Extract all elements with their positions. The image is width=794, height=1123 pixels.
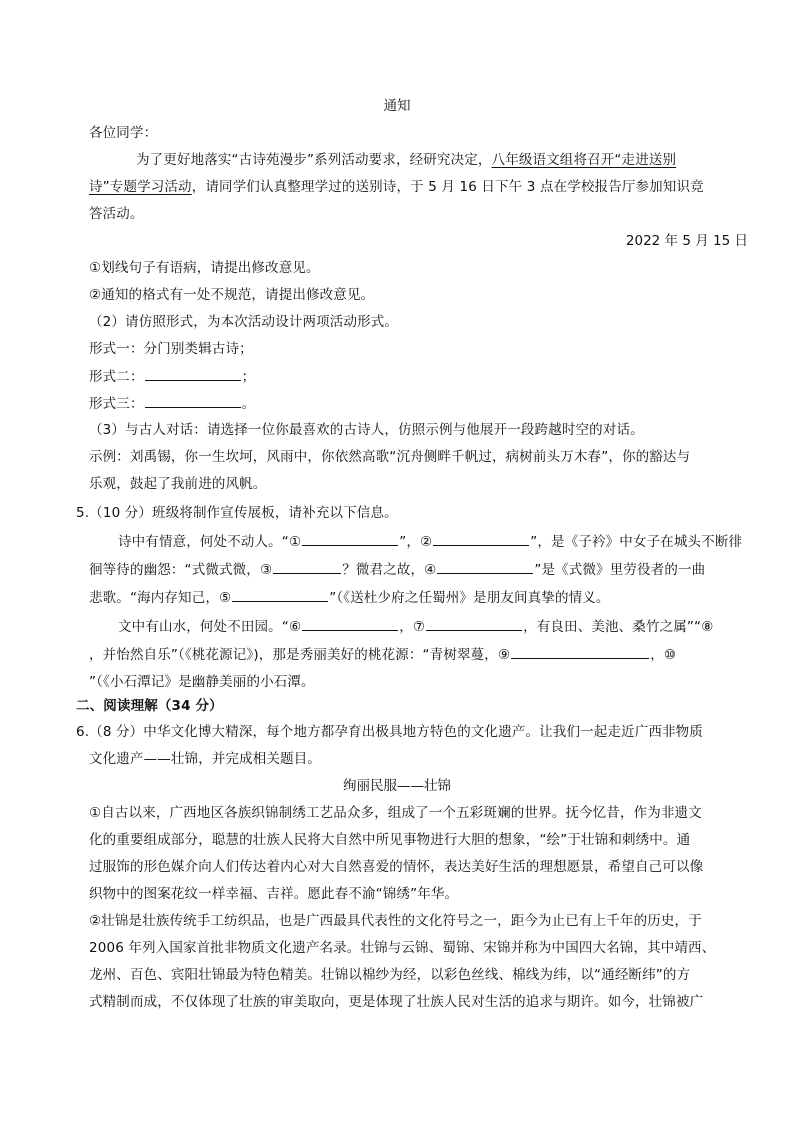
underlined-sentence: 诗”专题学习活动 bbox=[89, 179, 192, 195]
article-text: 化的重要组成部分，聪慧的壮族人民将大自然中所见事物进行大胆的想象，“绘”于壮锦和刺绣中。通 bbox=[89, 832, 691, 848]
article-text: 织物中的图案花纹一样幸福、吉祥。愿此春不渝“锦绣”年华。 bbox=[89, 886, 459, 902]
answer-blank[interactable] bbox=[273, 560, 341, 574]
notice-date: 2022 年 5 月 15 日 bbox=[625, 233, 748, 249]
example-text: 示例：刘禹锡，你一生坎坷，风雨中，你依然高歌“沉舟侧畔千帆过，病树前头万木春”，你的豁达与 bbox=[89, 449, 691, 465]
notice-greeting: 各位同学： bbox=[89, 125, 158, 141]
answer-blank[interactable] bbox=[302, 617, 398, 631]
fill-text: ”，是《子衿》中女子在城头不断徘 bbox=[530, 534, 743, 550]
question-text: （3）与古人对话：请选择一位你最喜欢的古诗人，仿照示例与他展开一段跨越时空的对话。 bbox=[89, 422, 644, 438]
article-text: 2006 年列入国家首批非物质文化遗产名录。壮锦与云锦、蜀锦、宋锦并称为中国四大名锦，其中靖西、 bbox=[89, 940, 716, 956]
fill-text: 悲歌。“海内存知己，⑤ bbox=[89, 590, 232, 606]
example-text: 乐观，鼓起了我前进的风帆。 bbox=[89, 476, 267, 492]
form-label: 形式二： bbox=[89, 369, 144, 385]
fill-line bbox=[89, 588, 610, 607]
answer-blank[interactable] bbox=[511, 645, 649, 659]
fill-line bbox=[89, 645, 676, 664]
fill-text: ，并怡然自乐”（《桃花源记》)，那是秀丽美好的桃花源：“青树翠蔓，⑨ bbox=[89, 647, 511, 663]
form-label: 形式三： bbox=[89, 396, 144, 412]
underlined-sentence: 八年级语文组将召开 bbox=[491, 152, 615, 168]
question-head: 5.（10 分）班级将制作宣传展板，请补充以下信息。 bbox=[76, 505, 398, 521]
fill-text: ”（《送杜少府之任蜀州》是朋友间真挚的情义。 bbox=[329, 590, 610, 606]
article-text: ②壮锦是壮族传统手工纺织品，也是广西最具代表性的文化符号之一，距今为止已有上千年的历史，于 bbox=[89, 913, 702, 929]
answer-blank[interactable] bbox=[437, 560, 533, 574]
notice-body-line bbox=[89, 178, 704, 196]
article-text: 龙州、百色、宾阳壮锦最为特色精美。壮锦以棉纱为经，以彩色丝线、棉线为纬，以“通经断纬”的方 bbox=[89, 967, 691, 983]
punct: 。 bbox=[241, 396, 256, 412]
answer-blank[interactable] bbox=[302, 532, 398, 546]
question-text: （2）请仿照形式，为本次活动设计两项活动形式。 bbox=[89, 314, 399, 330]
fill-text: ”，② bbox=[399, 534, 433, 550]
question-head: 6.（8 分）中华文化博大精深，每个地方都孕育出极具地方特色的文化遗产。让我们一起走近广西非物质 bbox=[76, 724, 703, 740]
article-text: ①自古以来，广西地区各族织锦制绣工艺品众多，组成了一个五彩斑斓的世界。抚今忆昔，作为非遗文 bbox=[89, 805, 702, 821]
fill-text: 文中有山水，何处不田园。“⑥ bbox=[118, 619, 302, 635]
punct: ； bbox=[241, 369, 256, 385]
fill-text: 诗中有情意，何处不动人。“① bbox=[118, 534, 302, 550]
fill-text: ，有良田、美池、桑竹之属”“⑧ bbox=[523, 619, 714, 635]
article-title: 绚丽民服——壮锦 bbox=[343, 778, 451, 794]
question-text: ②通知的格式有一处不规范，请提出修改意见。 bbox=[89, 287, 375, 303]
fill-text: ？微君之故，④ bbox=[342, 562, 437, 578]
answer-blank[interactable] bbox=[145, 367, 241, 381]
article-text: 式精制而成，不仅体现了壮族的审美取向，更是体现了壮族人民对生活的追求与期许。如今，壮锦被广 bbox=[89, 994, 704, 1010]
underlined-sentence: “走进送别 bbox=[614, 152, 677, 168]
fill-line bbox=[118, 617, 713, 636]
article-text: 过服饰的形色媒介向人们传达着内心对大自然喜爱的情怀，表达美好生活的理想愿景，希望自己可以像 bbox=[89, 859, 704, 875]
answer-blank[interactable] bbox=[433, 532, 529, 546]
question-head: 文化遗产——壮锦，并完成相关题目。 bbox=[89, 751, 322, 767]
form-item bbox=[89, 394, 255, 413]
notice-text: ，请同学们认真整理学过的送别诗，于 5 月 16 日下午 3 点在学校报告厅参加知识竞 bbox=[191, 179, 704, 195]
answer-blank[interactable] bbox=[426, 617, 522, 631]
fill-line bbox=[118, 532, 742, 551]
fill-line: ”（《小石潭记》是幽静美丽的小石潭。 bbox=[89, 674, 315, 690]
fill-text: ，⑦ bbox=[399, 619, 426, 635]
answer-blank[interactable] bbox=[145, 394, 241, 408]
notice-body-line bbox=[136, 151, 676, 169]
notice-title: 通知 bbox=[383, 98, 411, 114]
fill-text: 徊等待的幽怨：“式微式微，③ bbox=[89, 562, 273, 578]
notice-body-line: 答活动。 bbox=[89, 206, 144, 222]
form-item bbox=[89, 367, 255, 386]
notice-text: 为了更好地落实“古诗苑漫步”系列活动要求，经研究决定， bbox=[136, 152, 492, 168]
fill-text: ”是《式微》里劳役者的一曲 bbox=[534, 562, 706, 578]
answer-blank[interactable] bbox=[232, 588, 328, 602]
fill-line bbox=[89, 560, 705, 579]
section-title: 二、阅读理解（34 分） bbox=[76, 698, 223, 714]
question-text: ①划线句子有语病，请提出修改意见。 bbox=[89, 260, 320, 276]
form-item: 形式一：分门别类辑古诗； bbox=[89, 341, 253, 357]
fill-text: ，⑩ bbox=[650, 647, 677, 663]
